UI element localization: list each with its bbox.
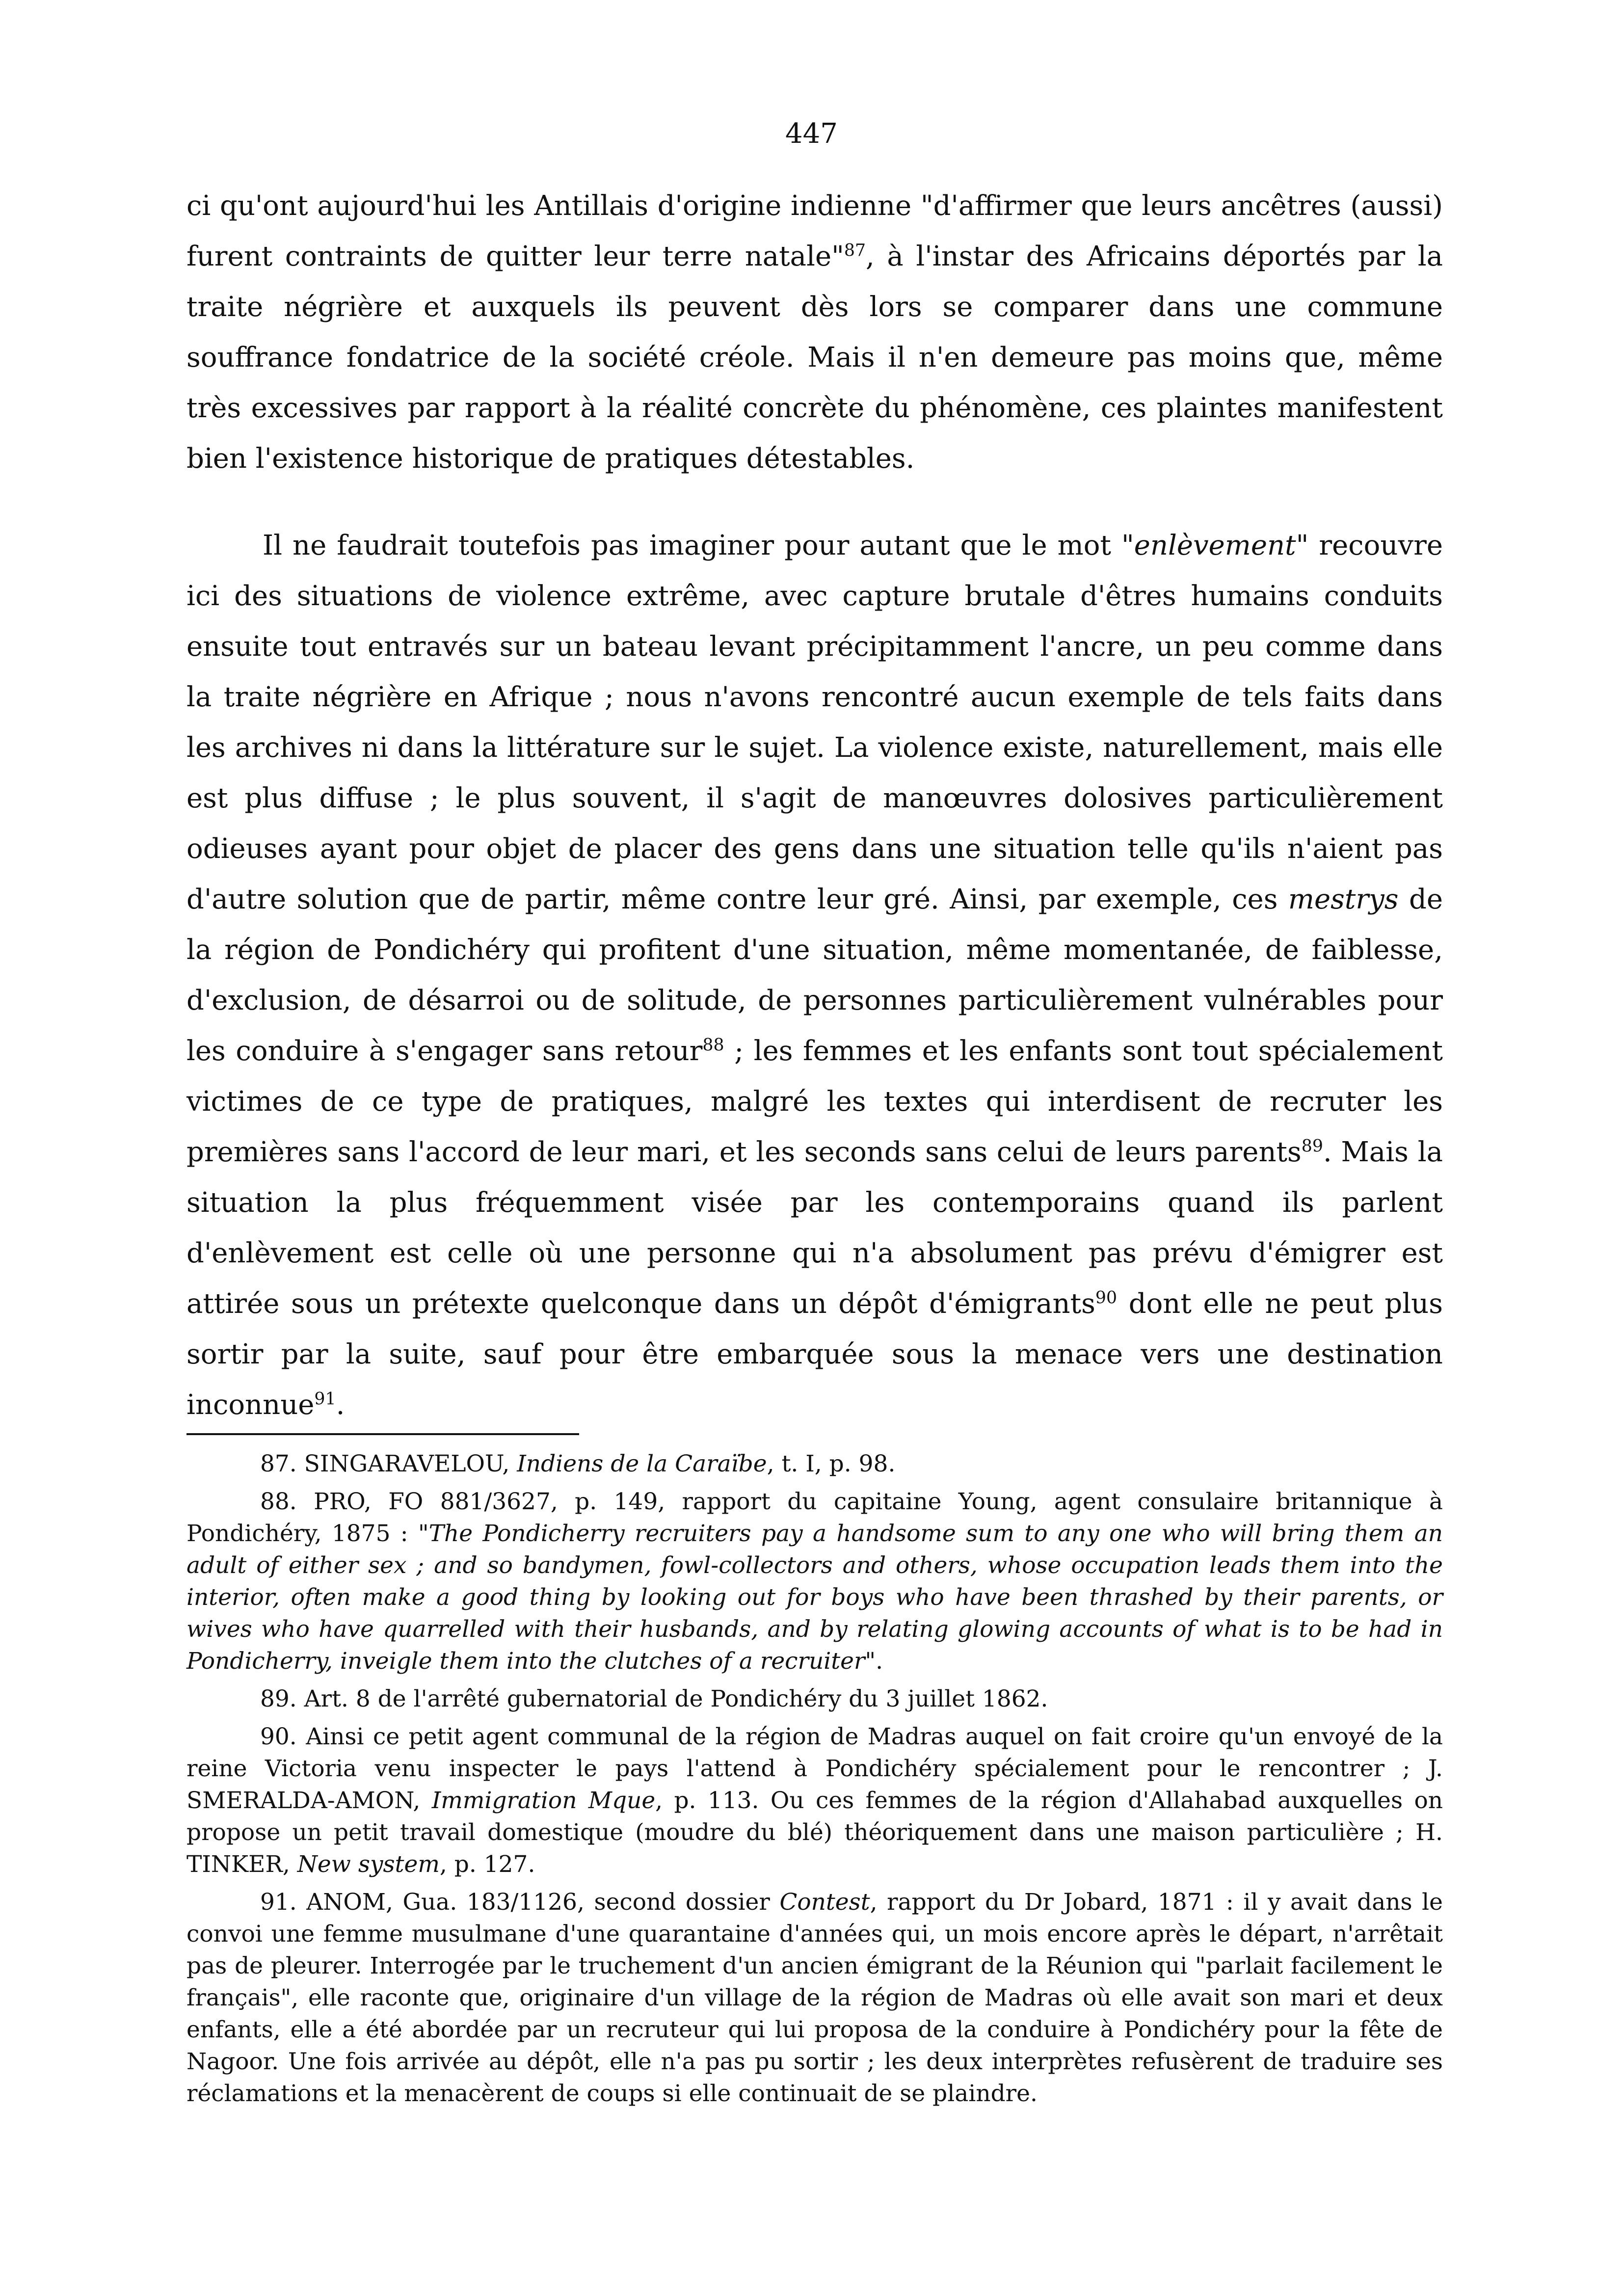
footnote-89: [186, 1683, 1443, 1715]
footnote-ref-91[interactable]: 91: [314, 1389, 336, 1409]
footnote-ref-87[interactable]: 87: [844, 240, 866, 261]
note-text: , p. 127.: [439, 1851, 535, 1878]
note-text: 91. ANOM, Gua. 183/1126, second dossier: [260, 1889, 780, 1916]
footnote-88: [186, 1486, 1443, 1677]
footnote-separator: [186, 1433, 579, 1435]
text-run: ; les femmes et les enfants sont tout spécialement victimes de ce type de pratiques, malgré les textes qui interdisent de recruter les premières sans l'accord de leur mari, et les seconds sans celui de leurs parents: [186, 1035, 1443, 1168]
note-text: , t. I, p. 98.: [767, 1450, 896, 1477]
text-run: Il ne faudrait toutefois pas imaginer pour autant que le mot ": [263, 530, 1134, 561]
text-run: .: [336, 1389, 345, 1421]
italic-term: enlèvement: [1134, 530, 1296, 561]
note-text: ".: [865, 1648, 883, 1675]
text-run: dont elle ne peut plus sortir par la suite, sauf pour être embarquée sous la menace vers une destination inconnue: [186, 1288, 1443, 1421]
page-number: 447: [785, 118, 838, 150]
note-italic: The Pondicherry recruiters pay a handsome sum to any one who will bring them an adult of either sex ; and so bandymen, fowl-collectors and others, whose occupation leads them into the interior, often make a good thing by looking out for boys who have been thrashed by their parents, or wives who have quarrelled with their husbands, and by relating glowing accounts of what is to be had in Pondicherry, inveigle them into the clutches of a recruiter: [186, 1520, 1443, 1675]
footnote-ref-89[interactable]: 89: [1301, 1136, 1323, 1156]
footnote-ref-88[interactable]: 88: [702, 1035, 724, 1055]
note-text: , rapport du Dr Jobard, 1871 : il y avait dans le convoi une femme musulmane d'une quarantaine d'années qui, un mois encore après le départ, n'arrêtait pas de pleurer. Interrogée par le truchement d'un ancien émigrant de la Réunion qui "parlait facilement le français", elle raconte que, originaire d'un village de la région de Madras où elle avait son mari et deux enfants, elle a été abordée par un recruteur qui lui proposa de la conduire à Pondichéry pour la fête de Nagoor. Une fois arrivée au dépôt, elle n'a pas pu sortir ; les deux interprètes refusèrent de traduire ses réclamations et la menacèrent de coups si elle continuait de se plaindre.: [186, 1889, 1443, 2107]
text-run: ci qu'ont aujourd'hui les Antillais d'origine indienne "d'affirmer que leurs ancêtres (aussi) furent contraints de quitter leur terre natale": [186, 190, 1443, 272]
note-italic: Indiens de la Caraïbe: [517, 1450, 767, 1477]
note-italic: Immigration Mque: [431, 1787, 656, 1814]
body-paragraph-2: [186, 520, 1443, 1430]
note-text: 87. SINGARAVELOU,: [260, 1450, 517, 1477]
text-run: . Mais la situation la plus fréquemment visée par les contemporains quand ils parlent d'enlèvement est celle où une personne qui n'a absolument pas prévu d'émigrer est attirée sous un prétexte quelconque dans un dépôt d'émigrants: [186, 1136, 1443, 1320]
note-text: 90. Ainsi ce petit agent communal de la région de Madras auquel on fait croire qu'un envoyé de la reine Victoria venu inspecter le pays l'attend à Pondichéry spécialement pour le rencontrer ; J. SMERALDA-AMON,: [186, 1723, 1443, 1814]
note-text: 88. PRO, FO 881/3627, p. 149, rapport du capitaine Young, agent consulaire britannique à Pondichéry, 1875 : ": [186, 1488, 1443, 1547]
footnote-ref-90[interactable]: 90: [1095, 1288, 1117, 1308]
footnote-87: [186, 1448, 1443, 1480]
note-italic: New system: [297, 1851, 440, 1878]
note-text: 89. Art. 8 de l'arrêté gubernatorial de Pondichéry du 3 juillet 1862.: [260, 1685, 1048, 1712]
footnotes: [186, 1448, 1443, 2115]
footnote-90: [186, 1721, 1443, 1880]
text-run: " recouvre ici des situations de violence extrême, avec capture brutale d'êtres humains conduits ensuite tout entravés sur un bateau levant précipitamment l'ancre, un peu comme dans la traite négrière en Afrique ; nous n'avons rencontré aucun exemple de tels faits dans les archives ni dans la littérature sur le sujet. La violence existe, naturellement, mais elle est plus diffuse ; le plus souvent, il s'agit de manœuvres dolosives particulièrement odieuses ayant pour objet de placer des gens dans une situation telle qu'ils n'aient pas d'autre solution que de partir, même contre leur gré. Ainsi, par exemple, ces: [186, 530, 1443, 915]
text-run: , à l'instar des Africains déportés par la traite négrière et auxquels ils peuvent dès lors se comparer dans une commune souffrance fondatrice de la société créole. Mais il n'en demeure pas moins que, même très excessives par rapport à la réalité concrète du phénomène, ces plaintes manifestent bien l'existence historique de pratiques détestables.: [186, 240, 1443, 475]
note-text: , p. 113. Ou ces femmes de la région d'Allahabad auxquelles on propose un petit travail domestique (moudre du blé) théoriquement dans une maison particulière ; H. TINKER,: [186, 1787, 1443, 1878]
text-run: de la région de Pondichéry qui profitent d'une situation, même momentanée, de faiblesse, d'exclusion, de désarroi ou de solitude, de personnes particulièrement vulnérables pour les conduire à s'engager sans retour: [186, 883, 1443, 1067]
italic-term: mestrys: [1288, 883, 1399, 915]
footnote-91: [186, 1886, 1443, 2109]
note-italic: Contest: [779, 1889, 870, 1916]
body-paragraph-1: [186, 181, 1443, 484]
